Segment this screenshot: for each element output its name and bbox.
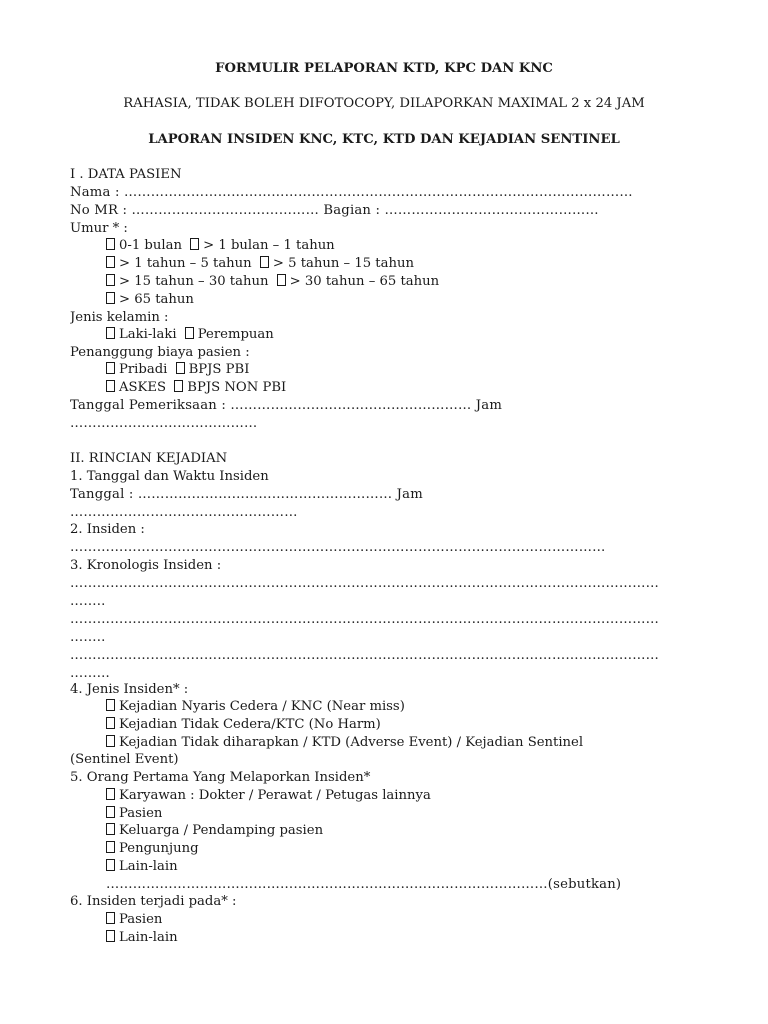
checkbox-icon[interactable] bbox=[106, 806, 115, 818]
section-heading-incident-details: II. RINCIAN KEJADIAN bbox=[70, 451, 228, 466]
age-label: Umur * : bbox=[70, 221, 128, 236]
checkbox-icon[interactable] bbox=[176, 362, 185, 374]
occurred-on-option: Lain-lain bbox=[106, 929, 694, 947]
chronology-line[interactable]: …………………………………………………………………………………………………………………… bbox=[70, 612, 660, 627]
reporter-other-field[interactable]: ………………………………………………………………………………………(sebutkan) bbox=[106, 877, 622, 892]
age-option-row: > 65 tahun bbox=[106, 291, 694, 309]
question-4-label: 4. Jenis Insiden* : bbox=[70, 682, 189, 697]
checkbox-icon[interactable] bbox=[190, 238, 199, 250]
checkbox-icon[interactable] bbox=[106, 788, 115, 800]
report-subtitle: LAPORAN INSIDEN KNC, KTC, KTD DAN KEJADIAN SENTINEL bbox=[148, 132, 620, 147]
chronology-line[interactable]: ……... bbox=[70, 666, 110, 681]
checkbox-icon[interactable] bbox=[106, 841, 115, 853]
form-title: FORMULIR PELAPORAN KTD, KPC DAN KNC bbox=[215, 61, 553, 76]
reporter-option: Keluarga / Pendamping pasien bbox=[106, 822, 694, 840]
checkbox-icon[interactable] bbox=[260, 256, 269, 268]
chronology-line[interactable]: …….. bbox=[70, 630, 106, 645]
incident-date-continuation[interactable]: …………………………………………… bbox=[70, 505, 298, 520]
payer-option-row: ASKES BPJS NON PBI bbox=[106, 379, 694, 397]
checkbox-icon[interactable] bbox=[106, 930, 115, 942]
name-field[interactable]: Nama : …………………………………………………………………………………………………… bbox=[70, 185, 633, 200]
checkbox-icon[interactable] bbox=[277, 274, 286, 286]
checkbox-icon[interactable] bbox=[185, 327, 194, 339]
checkbox-icon[interactable] bbox=[106, 256, 115, 268]
chronology-line[interactable]: …………………………………………………………………………………………………………………… bbox=[70, 648, 660, 663]
checkbox-icon[interactable] bbox=[106, 912, 115, 924]
reporter-option: Pasien bbox=[106, 805, 694, 823]
age-option-row: > 1 tahun – 5 tahun > 5 tahun – 15 tahun bbox=[106, 255, 694, 273]
exam-date-continuation[interactable]: …………………………………… bbox=[70, 416, 258, 431]
checkbox-icon[interactable] bbox=[106, 292, 115, 304]
chronology-line[interactable]: …………………………………………………………………………………………………………………… bbox=[70, 576, 660, 591]
incident-type-option: Kejadian Nyaris Cedera / KNC (Near miss) bbox=[106, 698, 694, 716]
reporter-option: Pengunjung bbox=[106, 840, 694, 858]
reporter-option: Karyawan : Dokter / Perawat / Petugas lainnya bbox=[106, 787, 694, 805]
chronology-line[interactable]: …….. bbox=[70, 594, 106, 609]
checkbox-icon[interactable] bbox=[106, 327, 115, 339]
confidential-notice: RAHASIA, TIDAK BOLEH DIFOTOCOPY, DILAPORKAN MAXIMAL 2 x 24 JAM bbox=[123, 96, 645, 111]
gender-label: Jenis kelamin : bbox=[70, 310, 169, 325]
checkbox-icon[interactable] bbox=[106, 717, 115, 729]
exam-date-field[interactable]: Tanggal Pemeriksaan : ……………………………………………… Jam bbox=[70, 398, 503, 413]
checkbox-icon[interactable] bbox=[106, 238, 115, 250]
checkbox-icon[interactable] bbox=[106, 362, 115, 374]
question-6-label: 6. Insiden terjadi pada* : bbox=[70, 894, 237, 909]
checkbox-icon[interactable] bbox=[106, 735, 115, 747]
incident-type-option: Kejadian Tidak diharapkan / KTD (Adverse Event) / Kejadian Sentinel bbox=[106, 734, 694, 752]
question-5-label: 5. Orang Pertama Yang Melaporkan Insiden* bbox=[70, 770, 371, 785]
incident-type-continuation: (Sentinel Event) bbox=[70, 752, 179, 767]
question-2-label: 2. Insiden : bbox=[70, 522, 145, 537]
incident-field[interactable]: ………………………………………………………………………………………………………… bbox=[70, 540, 606, 555]
occurred-on-option: Pasien bbox=[106, 911, 694, 929]
checkbox-icon[interactable] bbox=[106, 859, 115, 871]
mr-bagian-field[interactable]: No MR : …………………………………… Bagian : ………………………………………… bbox=[70, 203, 599, 218]
checkbox-icon[interactable] bbox=[106, 380, 115, 392]
payer-option-row: Pribadi BPJS PBI bbox=[106, 361, 694, 379]
checkbox-icon[interactable] bbox=[106, 823, 115, 835]
question-1-label: 1. Tanggal dan Waktu Insiden bbox=[70, 469, 269, 484]
age-option-row: 0-1 bulan > 1 bulan – 1 tahun bbox=[106, 237, 694, 255]
gender-option-row: Laki-laki Perempuan bbox=[106, 326, 694, 344]
incident-type-option: Kejadian Tidak Cedera/KTC (No Harm) bbox=[106, 716, 694, 734]
checkbox-icon[interactable] bbox=[106, 699, 115, 711]
age-option-row: > 15 tahun – 30 tahun > 30 tahun – 65 tahun bbox=[106, 273, 694, 291]
reporter-option: Lain-lain bbox=[106, 858, 694, 876]
incident-date-field[interactable]: Tanggal : ………………………………………………… Jam bbox=[70, 487, 423, 502]
payer-label: Penanggung biaya pasien : bbox=[70, 345, 250, 360]
checkbox-icon[interactable] bbox=[106, 274, 115, 286]
question-3-label: 3. Kronologis Insiden : bbox=[70, 558, 222, 573]
checkbox-icon[interactable] bbox=[174, 380, 183, 392]
section-heading-patient-data: I . DATA PASIEN bbox=[70, 167, 182, 182]
